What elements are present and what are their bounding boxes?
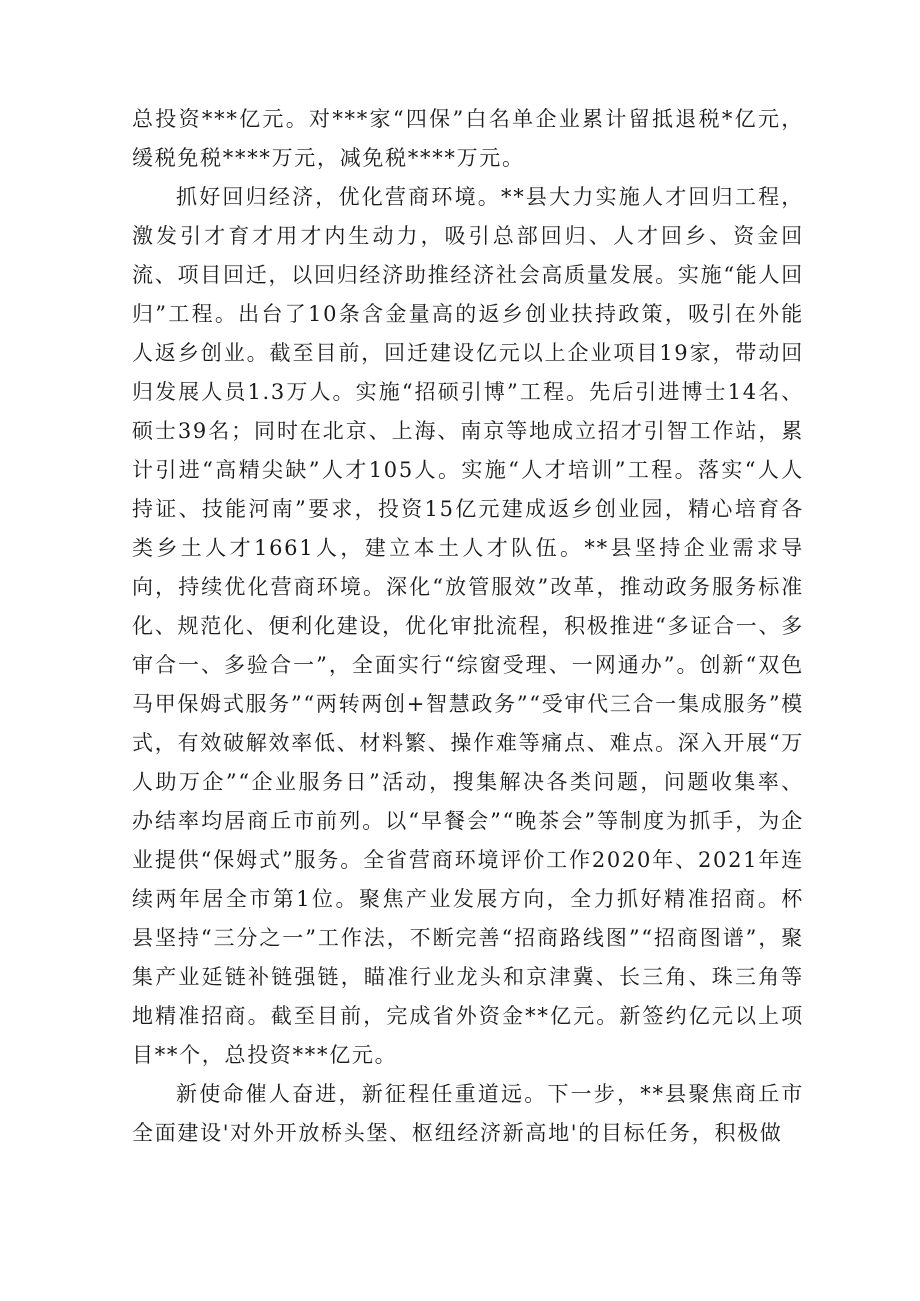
- paragraph-continuation: 总投资***亿元。对***家“四保”白名单企业累计留抵退税*亿元，缓税免税****万元，减免税****万元。: [132, 107, 804, 170]
- document-body: [132, 100, 804, 1153]
- paragraph-return-economy: 抓好回归经济，优化营商环境。**县大力实施人才回归工程，激发引才育才用才内生动力，吸引总部回归、人才回乡、资金回流、项目回迁，以回归经济助推经济社会高质量发展。实施“能人回归”工程。出台了10条含金量高的返乡创业扶持政策，吸引在外能人返乡创业。截至目前，回迁建设亿元以上企业项目19家，带动回归发展人员1.3万人。实施“招硕引博”工程。先后引进博士14名、硕士39名；同时在北京、上海、南京等地成立招才引智工作站，累计引进“高精尖缺”人才105人。实施“人才培训”工程。落实“人人持证、技能河南”要求，投资15亿元建成返乡创业园，精心培育各类乡土人才1661人，建立本土人才队伍。**县坚持企业需求导向，持续优化营商环境。深化“放管服效”改革，推动政务服务标准化、规范化、便利化建设，优化审批流程，积极推进“多证合一、多审合一、多验合一”，全面实行“综窗受理、一网通办”。创新“双色马甲保姆式服务”“两转两创+智慧政务”“受审代三合一集成服务”模式，有效破解效率低、材料繁、操作难等痛点、难点。深入开展“万人助万企”“企业服务日”活动，搜集解决各类问题，问题收集率、办结率均居商丘市前列。以“早餐会”“晚茶会”等制度为抓手，为企业提供“保姆式”服务。全省营商环境评价工作2020年、2021年连续两年居全市第1位。聚焦产业发展方向，全力抓好精准招商。杯县坚持“三分之一”工作法，不断完善“招商路线图”“招商图谱”，聚集产业延链补链强链，瞄准行业龙头和京津冀、长三角、珠三角等地精准招商。截至目前，完成省外资金**亿元。新签约亿元以上项目**个，总投资***亿元。: [132, 185, 805, 1067]
- paragraph-next-steps: 新使命催人奋进，新征程任重道远。下一步，**县聚焦商丘市全面建设'对外开放桥头堡、枢纽经济新高地'的目标任务，积极做: [132, 1082, 804, 1145]
